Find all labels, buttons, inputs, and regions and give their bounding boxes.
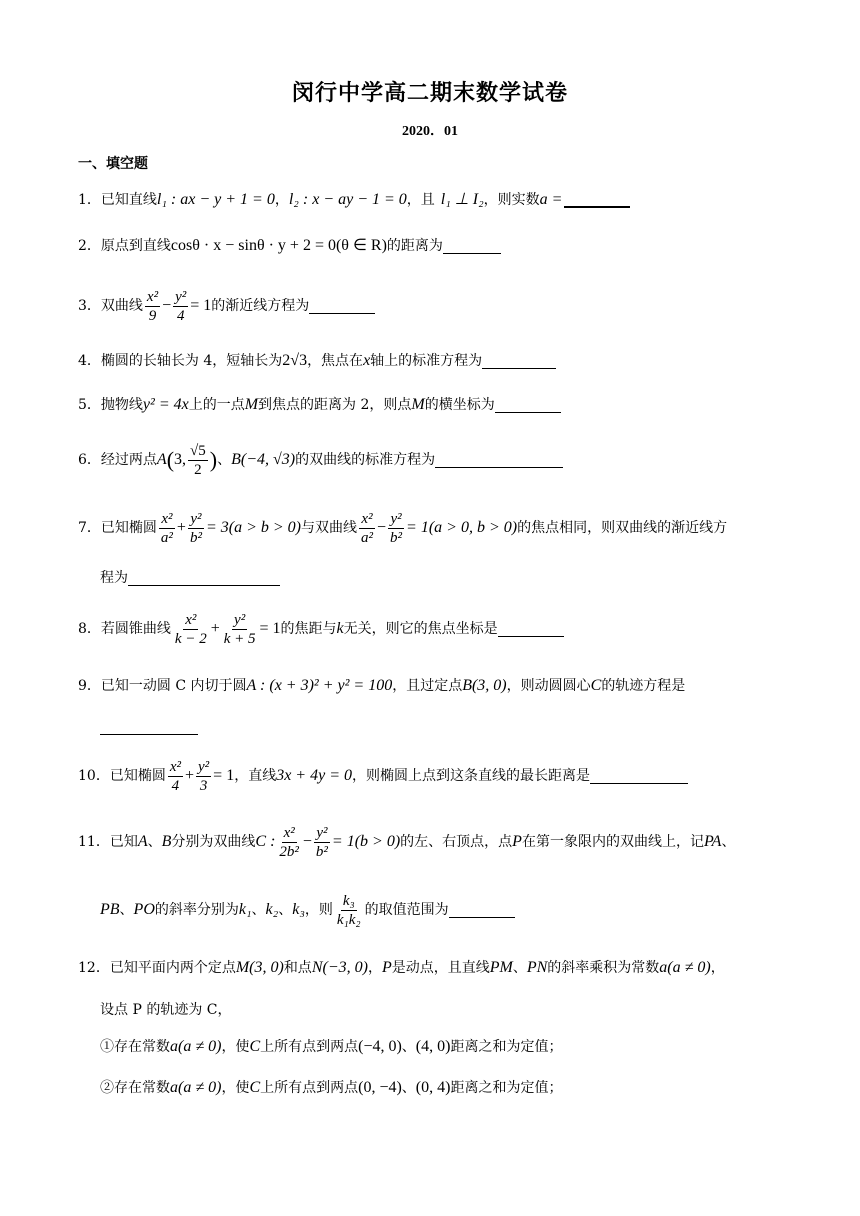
question-text: 的斜率分别为 [154, 902, 239, 918]
question-text: 、 [721, 834, 736, 850]
question-number: 12． [78, 960, 110, 976]
question-text: 、 [401, 1039, 416, 1055]
page-title: 闵行中学高二期末数学试卷 [291, 81, 568, 106]
math-expression: l₁ : ax − y + 1 = 0 [156, 191, 275, 208]
question-12-option-1 [100, 1037, 805, 1057]
math-expression: = 1 [190, 297, 212, 314]
math-expression: C [249, 1038, 261, 1055]
question-text: 的距离为 [386, 238, 443, 254]
answer-blank[interactable] [495, 398, 561, 413]
question-text: 椭圆的长轴长为 4，短轴长为 [100, 353, 283, 369]
math-expression: 2√3 [282, 352, 308, 369]
math-expression: PN [526, 959, 548, 976]
math-expression: (−4, 0) [358, 1038, 402, 1055]
question-text: 在第一象限内的双曲线上，记 [521, 834, 704, 850]
math-expression: = 3(a > b > 0) [205, 519, 301, 536]
math-operator: − [377, 519, 387, 536]
math-expression: a = [539, 191, 563, 208]
answer-blank[interactable] [564, 192, 630, 208]
math-expression: PB [100, 901, 120, 918]
question-3 [78, 285, 783, 327]
math-expression: PO [133, 901, 155, 918]
question-text: ， [367, 960, 382, 976]
math-expression: P [512, 833, 522, 850]
question-5 [78, 395, 783, 415]
math-expression: x [363, 352, 371, 369]
fraction: $\frac{\text{y²}}{k + 5}$ [223, 611, 256, 647]
question-number: 6． [78, 452, 101, 468]
math-expression: A [137, 833, 148, 850]
question-text: 是动点，且直线 [391, 960, 490, 976]
question-number: 9． [78, 678, 101, 694]
question-text: ，则 [304, 902, 333, 918]
question-text: 、 [512, 960, 527, 976]
question-1 [78, 190, 783, 210]
math-expression: k₁ [238, 901, 252, 918]
question-text: 的焦距与 [280, 621, 337, 637]
math-expression: 3x + 4y = 0 [276, 767, 352, 784]
answer-blank[interactable] [482, 354, 556, 369]
question-text: 的左、右顶点，点 [400, 834, 513, 850]
left-paren: ( [166, 447, 175, 472]
math-expression: C [249, 1079, 261, 1096]
question-text: 上所有点到两点 [260, 1080, 359, 1096]
question-text: 分别为双曲线 [171, 834, 256, 850]
question-12-option-2 [100, 1078, 805, 1098]
question-text: 的双曲线的标准方程为 [295, 452, 436, 468]
fraction: $\frac{√5}{2}$ [190, 442, 206, 478]
math-expression: (4, 0) [415, 1038, 451, 1055]
answer-blank[interactable] [498, 622, 564, 637]
question-text: 已知椭圆 [100, 520, 157, 536]
fraction: $\frac{\text{y²}}{\text{b²}}$ [315, 824, 328, 860]
question-text: ，且过定点 [392, 678, 463, 694]
math-expression: M [411, 396, 425, 413]
math-expression: = 1(b > 0) [331, 833, 401, 850]
question-text: 已知 [109, 834, 138, 850]
question-text: 、 [401, 1080, 416, 1096]
question-9-continued [100, 720, 805, 735]
question-text: 、 [119, 902, 134, 918]
question-text: 上的一点 [188, 397, 245, 413]
math-expression: A : (x + 3)² + y² = 100 [246, 677, 393, 694]
question-text: 上所有点到两点 [260, 1039, 359, 1055]
question-9 [78, 676, 783, 696]
math-expression: (0, 4) [415, 1079, 451, 1096]
math-expression: = 1 [259, 620, 281, 637]
question-text: ， [274, 192, 289, 208]
math-expression: A [156, 451, 167, 468]
math-expression: k [336, 620, 344, 637]
question-7-continued [100, 568, 805, 588]
question-text: 已知直线 [100, 192, 157, 208]
fraction: $\frac{\text{y²}}{4}$ [175, 288, 187, 324]
question-number: 7． [78, 520, 101, 536]
question-text: 的斜率乘积为常数 [547, 960, 660, 976]
math-expression: B [161, 833, 172, 850]
math-expression: 3, [174, 451, 187, 468]
math-expression: N(−3, 0) [311, 959, 368, 976]
question-text: 的轨迹方程是 [601, 678, 686, 694]
question-2 [78, 236, 783, 256]
question-12 [78, 958, 783, 978]
fraction: $\frac{\text{x²}}{9}$ [146, 288, 159, 324]
question-text: 与双曲线 [301, 520, 357, 536]
question-text: 的焦点相同，则双曲线的渐近线方 [517, 520, 728, 536]
question-text: ②存在常数 [100, 1080, 170, 1096]
question-text: 设点 P 的轨迹为 C， [100, 1002, 232, 1018]
answer-blank[interactable] [443, 239, 501, 254]
question-text: 双曲线 [100, 298, 143, 314]
math-expression: cosθ · x − sinθ · y + 2 = 0(θ ∈ R) [170, 237, 387, 254]
question-12-line-2 [100, 1000, 805, 1020]
math-expression: C : [255, 833, 276, 850]
question-text: ，使 [221, 1039, 250, 1055]
fraction: $\frac{\text{x²}}{4}$ [169, 758, 181, 794]
fraction: $\frac{\text{y²}}{\text{b²}}$ [390, 510, 403, 546]
fraction: $\frac{\text{x²}}{\text{2b²}}$ [279, 824, 299, 860]
fraction: $\frac{\text{x²}}{\text{a²}}$ [361, 510, 373, 546]
question-text: ，则椭圆上点到这条直线的最长距离是 [352, 768, 590, 784]
question-text: 轴上的标准方程为 [370, 353, 483, 369]
math-expression: a(a ≠ 0) [170, 1038, 222, 1055]
question-6 [78, 436, 783, 484]
math-expression: B(3, 0) [462, 677, 507, 694]
question-text: 抛物线 [100, 397, 143, 413]
fraction: $\frac{\text{y²}}{\text{b²}}$ [189, 510, 202, 546]
question-number: 4． [78, 353, 101, 369]
question-number: 10． [78, 768, 110, 784]
answer-blank[interactable] [309, 299, 375, 314]
question-text: ，则实数 [483, 192, 540, 208]
question-number: 11． [78, 834, 110, 850]
math-operator: + [176, 519, 186, 536]
math-expression: = 1 [213, 767, 235, 784]
question-text: 、 [217, 452, 232, 468]
question-10 [78, 755, 783, 797]
question-number: 1． [78, 192, 101, 208]
question-8 [78, 608, 783, 650]
question-number: 3． [78, 298, 101, 314]
right-paren: ) [209, 447, 218, 472]
math-expression: l₂ : x − ay − 1 = 0 [288, 191, 407, 208]
question-text: 、 [147, 834, 162, 850]
answer-blank[interactable] [128, 571, 280, 586]
question-text: 无关，则它的焦点坐标是 [343, 621, 498, 637]
math-expression: PM [489, 959, 513, 976]
math-expression: a(a ≠ 0) [659, 959, 711, 976]
fraction: $\frac{\text{x²}}{\text{a²}}$ [160, 510, 173, 546]
question-text: ， [710, 960, 725, 976]
question-number: 2． [78, 238, 101, 254]
question-number: 8． [78, 621, 101, 637]
math-expression: M [244, 396, 259, 413]
math-operator: − [302, 833, 312, 850]
question-text: 若圆锥曲线 [100, 621, 171, 637]
question-text: 距离之和为定值； [450, 1080, 563, 1096]
answer-blank[interactable] [100, 720, 198, 735]
fraction: $\frac{\text{x²}}{k - 2}$ [174, 611, 207, 647]
exam-date: 2020．01 [402, 124, 458, 139]
math-expression: k₃ [292, 901, 305, 918]
math-expression: k₂ [265, 901, 279, 918]
question-text: ，且 [406, 192, 435, 208]
question-text: 原点到直线 [100, 238, 171, 254]
question-text: 的取值范围为 [364, 902, 449, 918]
question-text: 已知平面内两个定点 [109, 960, 236, 976]
question-text: 和点 [283, 960, 312, 976]
math-operator: − [162, 297, 172, 314]
math-expression: l₁ ⊥ I₂ [440, 191, 484, 208]
math-expression: = 1(a > 0, b > 0) [406, 519, 518, 536]
question-text: 的横坐标为 [424, 397, 495, 413]
question-7 [78, 507, 783, 549]
question-text: ，直线 [234, 768, 277, 784]
question-text: 经过两点 [100, 452, 157, 468]
answer-blank[interactable] [435, 453, 563, 468]
answer-blank[interactable] [449, 903, 515, 918]
math-expression: a(a ≠ 0) [170, 1079, 222, 1096]
question-text: 的渐近线方程为 [211, 298, 310, 314]
question-text: 程为 [100, 570, 128, 586]
question-11 [78, 821, 783, 863]
math-expression: PA [703, 833, 722, 850]
math-expression: (0, −4) [358, 1079, 402, 1096]
question-text: 到焦点的距离为 2，则点 [258, 397, 412, 413]
math-expression: P [381, 959, 392, 976]
math-expression: y² = 4x [142, 396, 189, 413]
question-text: 距离之和为定值； [450, 1039, 563, 1055]
question-text: ①存在常数 [100, 1039, 170, 1055]
question-text: 、 [251, 902, 266, 918]
math-expression: B(−4, √3) [231, 451, 296, 468]
section-heading: 一、填空题 [78, 156, 148, 172]
question-text: ，焦点在 [307, 353, 364, 369]
fraction: $\frac{\text{k₃}}{\text{k₁k₂}}$ [336, 892, 361, 928]
answer-blank[interactable] [590, 769, 688, 784]
question-text: 已知椭圆 [109, 768, 166, 784]
math-expression: C [590, 677, 602, 694]
math-expression: M(3, 0) [235, 959, 284, 976]
question-text: ，则动圆圆心 [506, 678, 591, 694]
question-4 [78, 351, 783, 371]
math-operator: + [210, 620, 220, 637]
question-text: 已知一动圆 C 内切于圆 [100, 678, 247, 694]
fraction: $\frac{\text{y²}}{3}$ [198, 758, 210, 794]
question-11-continued [100, 889, 805, 931]
question-text: 、 [278, 902, 293, 918]
question-number: 5． [78, 397, 101, 413]
question-text: ，使 [221, 1080, 250, 1096]
math-operator: + [184, 767, 195, 784]
